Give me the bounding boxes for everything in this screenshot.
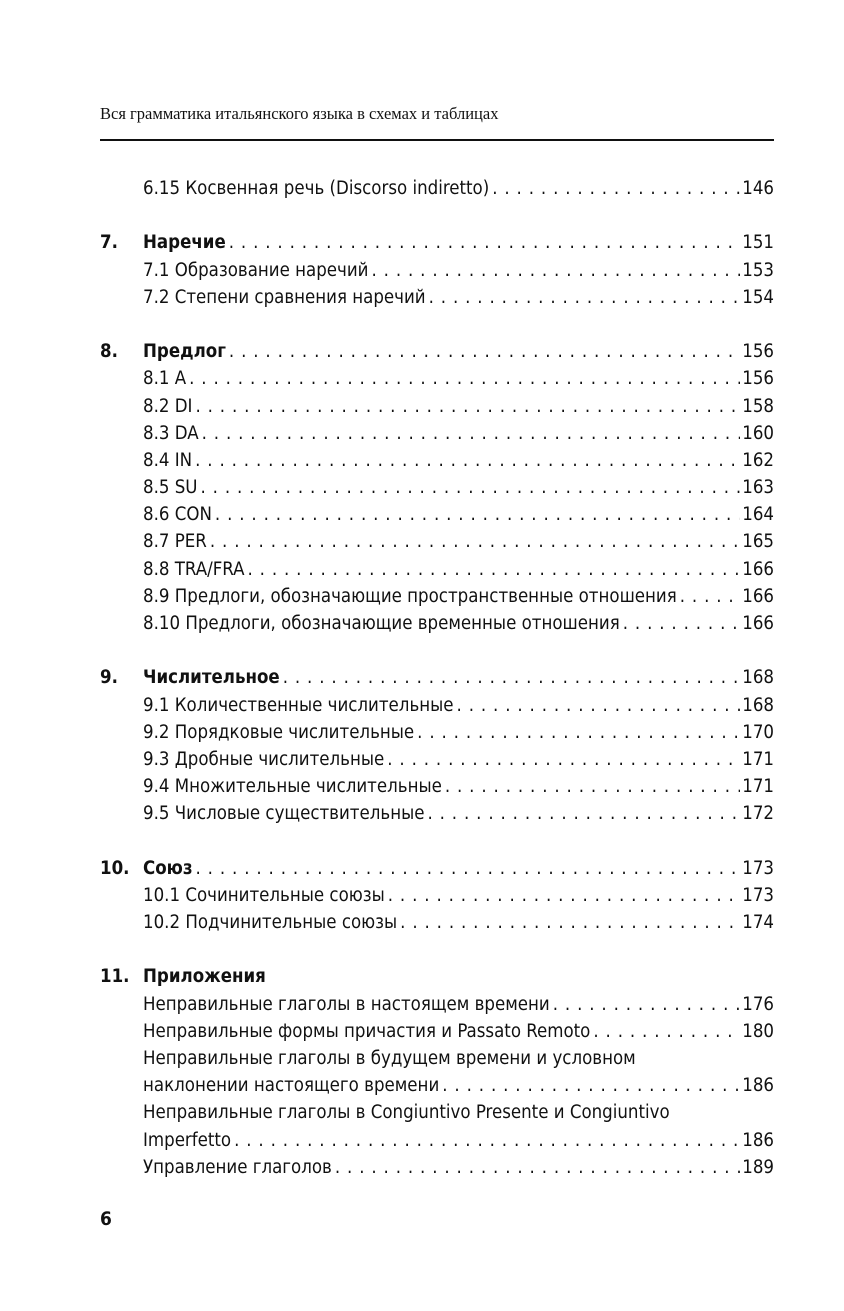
page-ref: 163	[740, 474, 774, 501]
page-ref: 174	[740, 909, 774, 936]
section-number: 7.	[100, 232, 118, 254]
header-rule	[100, 139, 774, 141]
entry-title: Неправильные глаголы в Congiuntivo Presente и Congiuntivo	[143, 1099, 673, 1126]
page-ref: 154	[740, 284, 774, 311]
toc-entry-row[interactable]	[100, 583, 774, 610]
toc-entry-row[interactable]	[100, 692, 774, 719]
entry-title: 8.4 IN	[143, 447, 195, 474]
toc-entry-row[interactable]	[100, 610, 774, 637]
entry-title: Неправильные глаголы в настоящем времени	[143, 991, 553, 1018]
dot-leader	[680, 583, 740, 610]
entry-title: 8.2 DI	[143, 393, 195, 420]
dot-leader	[593, 1018, 740, 1045]
entry-title: 9.4 Множительные числительные	[143, 773, 445, 800]
page-ref: 160	[740, 420, 774, 447]
toc-entry-row[interactable]	[100, 556, 774, 583]
group-spacer	[100, 637, 774, 664]
page-ref: 173	[740, 882, 774, 909]
section-title: Наречие	[143, 229, 229, 256]
dot-leader	[623, 610, 741, 637]
toc-entry-row[interactable]	[100, 175, 774, 202]
dot-leader	[215, 501, 740, 528]
entry-title: 6.15 Косвенная речь (Discorso indiretto)	[143, 175, 492, 202]
entry-title: 9.5 Числовые существительные	[143, 800, 427, 827]
page-number: 6	[100, 1208, 112, 1230]
dot-leader	[442, 1072, 740, 1099]
dot-leader	[229, 338, 740, 365]
page-ref: 171	[740, 746, 774, 773]
section-number: 9.	[100, 667, 118, 689]
toc-entry-row[interactable]	[100, 991, 774, 1018]
toc-entry-row[interactable]	[100, 1127, 774, 1154]
section-number: 8.	[100, 341, 118, 363]
entry-title: 8.5 SU	[143, 474, 201, 501]
toc-entry-row[interactable]	[100, 257, 774, 284]
page-ref: 164	[740, 501, 774, 528]
toc-entry-row[interactable]	[100, 474, 774, 501]
toc-entry-row[interactable]	[100, 1045, 774, 1072]
page-ref: 168	[740, 664, 774, 691]
entry-title: 7.1 Образование наречий	[143, 257, 372, 284]
toc-entry-row[interactable]	[100, 393, 774, 420]
page-ref: 151	[740, 229, 774, 256]
toc-section-row[interactable]	[100, 338, 774, 365]
dot-leader	[335, 1154, 740, 1181]
page-ref: 158	[740, 393, 774, 420]
toc-entry-row[interactable]	[100, 501, 774, 528]
dot-leader	[210, 528, 740, 555]
dot-leader	[492, 175, 740, 202]
dot-leader	[283, 664, 741, 691]
toc-section-row[interactable]	[100, 963, 774, 990]
dot-leader	[427, 800, 740, 827]
dot-leader	[372, 257, 741, 284]
entry-title: Неправильные формы причастия и Passato Remoto	[143, 1018, 593, 1045]
group-spacer	[100, 828, 774, 855]
section-title: Предлог	[143, 338, 229, 365]
section-title: Числительное	[143, 664, 283, 691]
dot-leader	[400, 909, 740, 936]
page-ref: 186	[740, 1072, 774, 1099]
entry-title: 8.1 A	[143, 365, 189, 392]
dot-leader	[429, 284, 741, 311]
page-ref: 166	[740, 556, 774, 583]
group-spacer	[100, 202, 774, 229]
toc-entry-row[interactable]	[100, 365, 774, 392]
dot-leader	[388, 882, 740, 909]
toc-entry-row[interactable]	[100, 1072, 774, 1099]
toc-entry-row[interactable]	[100, 882, 774, 909]
entry-title: 9.2 Порядковые числительные	[143, 719, 417, 746]
dot-leader	[189, 365, 740, 392]
page-ref: 168	[740, 692, 774, 719]
toc-entry-row[interactable]	[100, 420, 774, 447]
page-ref: 176	[740, 991, 774, 1018]
group-spacer	[100, 936, 774, 963]
dot-leader	[229, 229, 740, 256]
entry-title: 8.3 DA	[143, 420, 202, 447]
dot-leader	[387, 746, 740, 773]
page-ref: 166	[740, 610, 774, 637]
toc-entry-row[interactable]	[100, 447, 774, 474]
page-ref: 146	[740, 175, 774, 202]
entry-title: 10.1 Сочинительные союзы	[143, 882, 388, 909]
page-ref: 162	[740, 447, 774, 474]
page-ref: 156	[740, 338, 774, 365]
toc-section-row[interactable]	[100, 664, 774, 691]
toc-section-row[interactable]	[100, 855, 774, 882]
page-ref: 156	[740, 365, 774, 392]
entry-title: 8.8 TRA/FRA	[143, 556, 247, 583]
toc-entry-row[interactable]	[100, 800, 774, 827]
entry-title: Неправильные глаголы в будущем времени и условном	[143, 1045, 639, 1072]
page-ref: 173	[740, 855, 774, 882]
dot-leader	[201, 474, 741, 501]
page-ref: 186	[740, 1127, 774, 1154]
page-ref: 172	[740, 800, 774, 827]
page-ref: 153	[740, 257, 774, 284]
toc-entry-row[interactable]	[100, 284, 774, 311]
page-ref: 189	[740, 1154, 774, 1181]
dot-leader	[202, 420, 741, 447]
entry-title: 8.9 Предлоги, обозначающие пространственные отношения	[143, 583, 680, 610]
group-spacer	[100, 311, 774, 338]
page-ref: 170	[740, 719, 774, 746]
toc-entry-row[interactable]	[100, 528, 774, 555]
toc-section-row[interactable]	[100, 229, 774, 256]
dot-leader	[196, 855, 741, 882]
toc-entry-row[interactable]	[100, 719, 774, 746]
section-number: 11.	[100, 966, 130, 988]
entry-title: 7.2 Степени сравнения наречий	[143, 284, 429, 311]
section-number: 10.	[100, 857, 130, 879]
entry-title: наклонении настоящего времени	[143, 1072, 442, 1099]
page-ref: 171	[740, 773, 774, 800]
table-of-contents	[100, 175, 774, 1181]
dot-leader	[195, 447, 740, 474]
dot-leader	[417, 719, 740, 746]
entry-title: 9.3 Дробные числительные	[143, 746, 387, 773]
toc-entry-row[interactable]	[100, 746, 774, 773]
dot-leader	[247, 556, 740, 583]
dot-leader	[234, 1127, 740, 1154]
entry-title: 8.7 PER	[143, 528, 210, 555]
toc-entry-row[interactable]	[100, 773, 774, 800]
toc-entry-row[interactable]	[100, 1154, 774, 1181]
section-title: Приложения	[143, 963, 269, 990]
entry-title: 10.2 Подчинительные союзы	[143, 909, 400, 936]
dot-leader	[553, 991, 741, 1018]
dot-leader	[457, 692, 741, 719]
entry-title: 9.1 Количественные числительные	[143, 692, 457, 719]
toc-entry-row[interactable]	[100, 1018, 774, 1045]
entry-title: 8.10 Предлоги, обозначающие временные отношения	[143, 610, 623, 637]
toc-entry-row[interactable]	[100, 1099, 774, 1126]
entry-title: Imperfetto	[143, 1127, 234, 1154]
entry-title: 8.6 CON	[143, 501, 215, 528]
dot-leader	[445, 773, 740, 800]
page-ref: 165	[740, 528, 774, 555]
dot-leader	[195, 393, 740, 420]
entry-title: Управление глаголов	[143, 1154, 335, 1181]
page-ref: 180	[740, 1018, 774, 1045]
running-header: Вся грамматика итальянского языка в схемах и таблицах	[100, 104, 499, 123]
section-title: Союз	[143, 855, 196, 882]
page-ref: 166	[740, 583, 774, 610]
toc-entry-row[interactable]	[100, 909, 774, 936]
